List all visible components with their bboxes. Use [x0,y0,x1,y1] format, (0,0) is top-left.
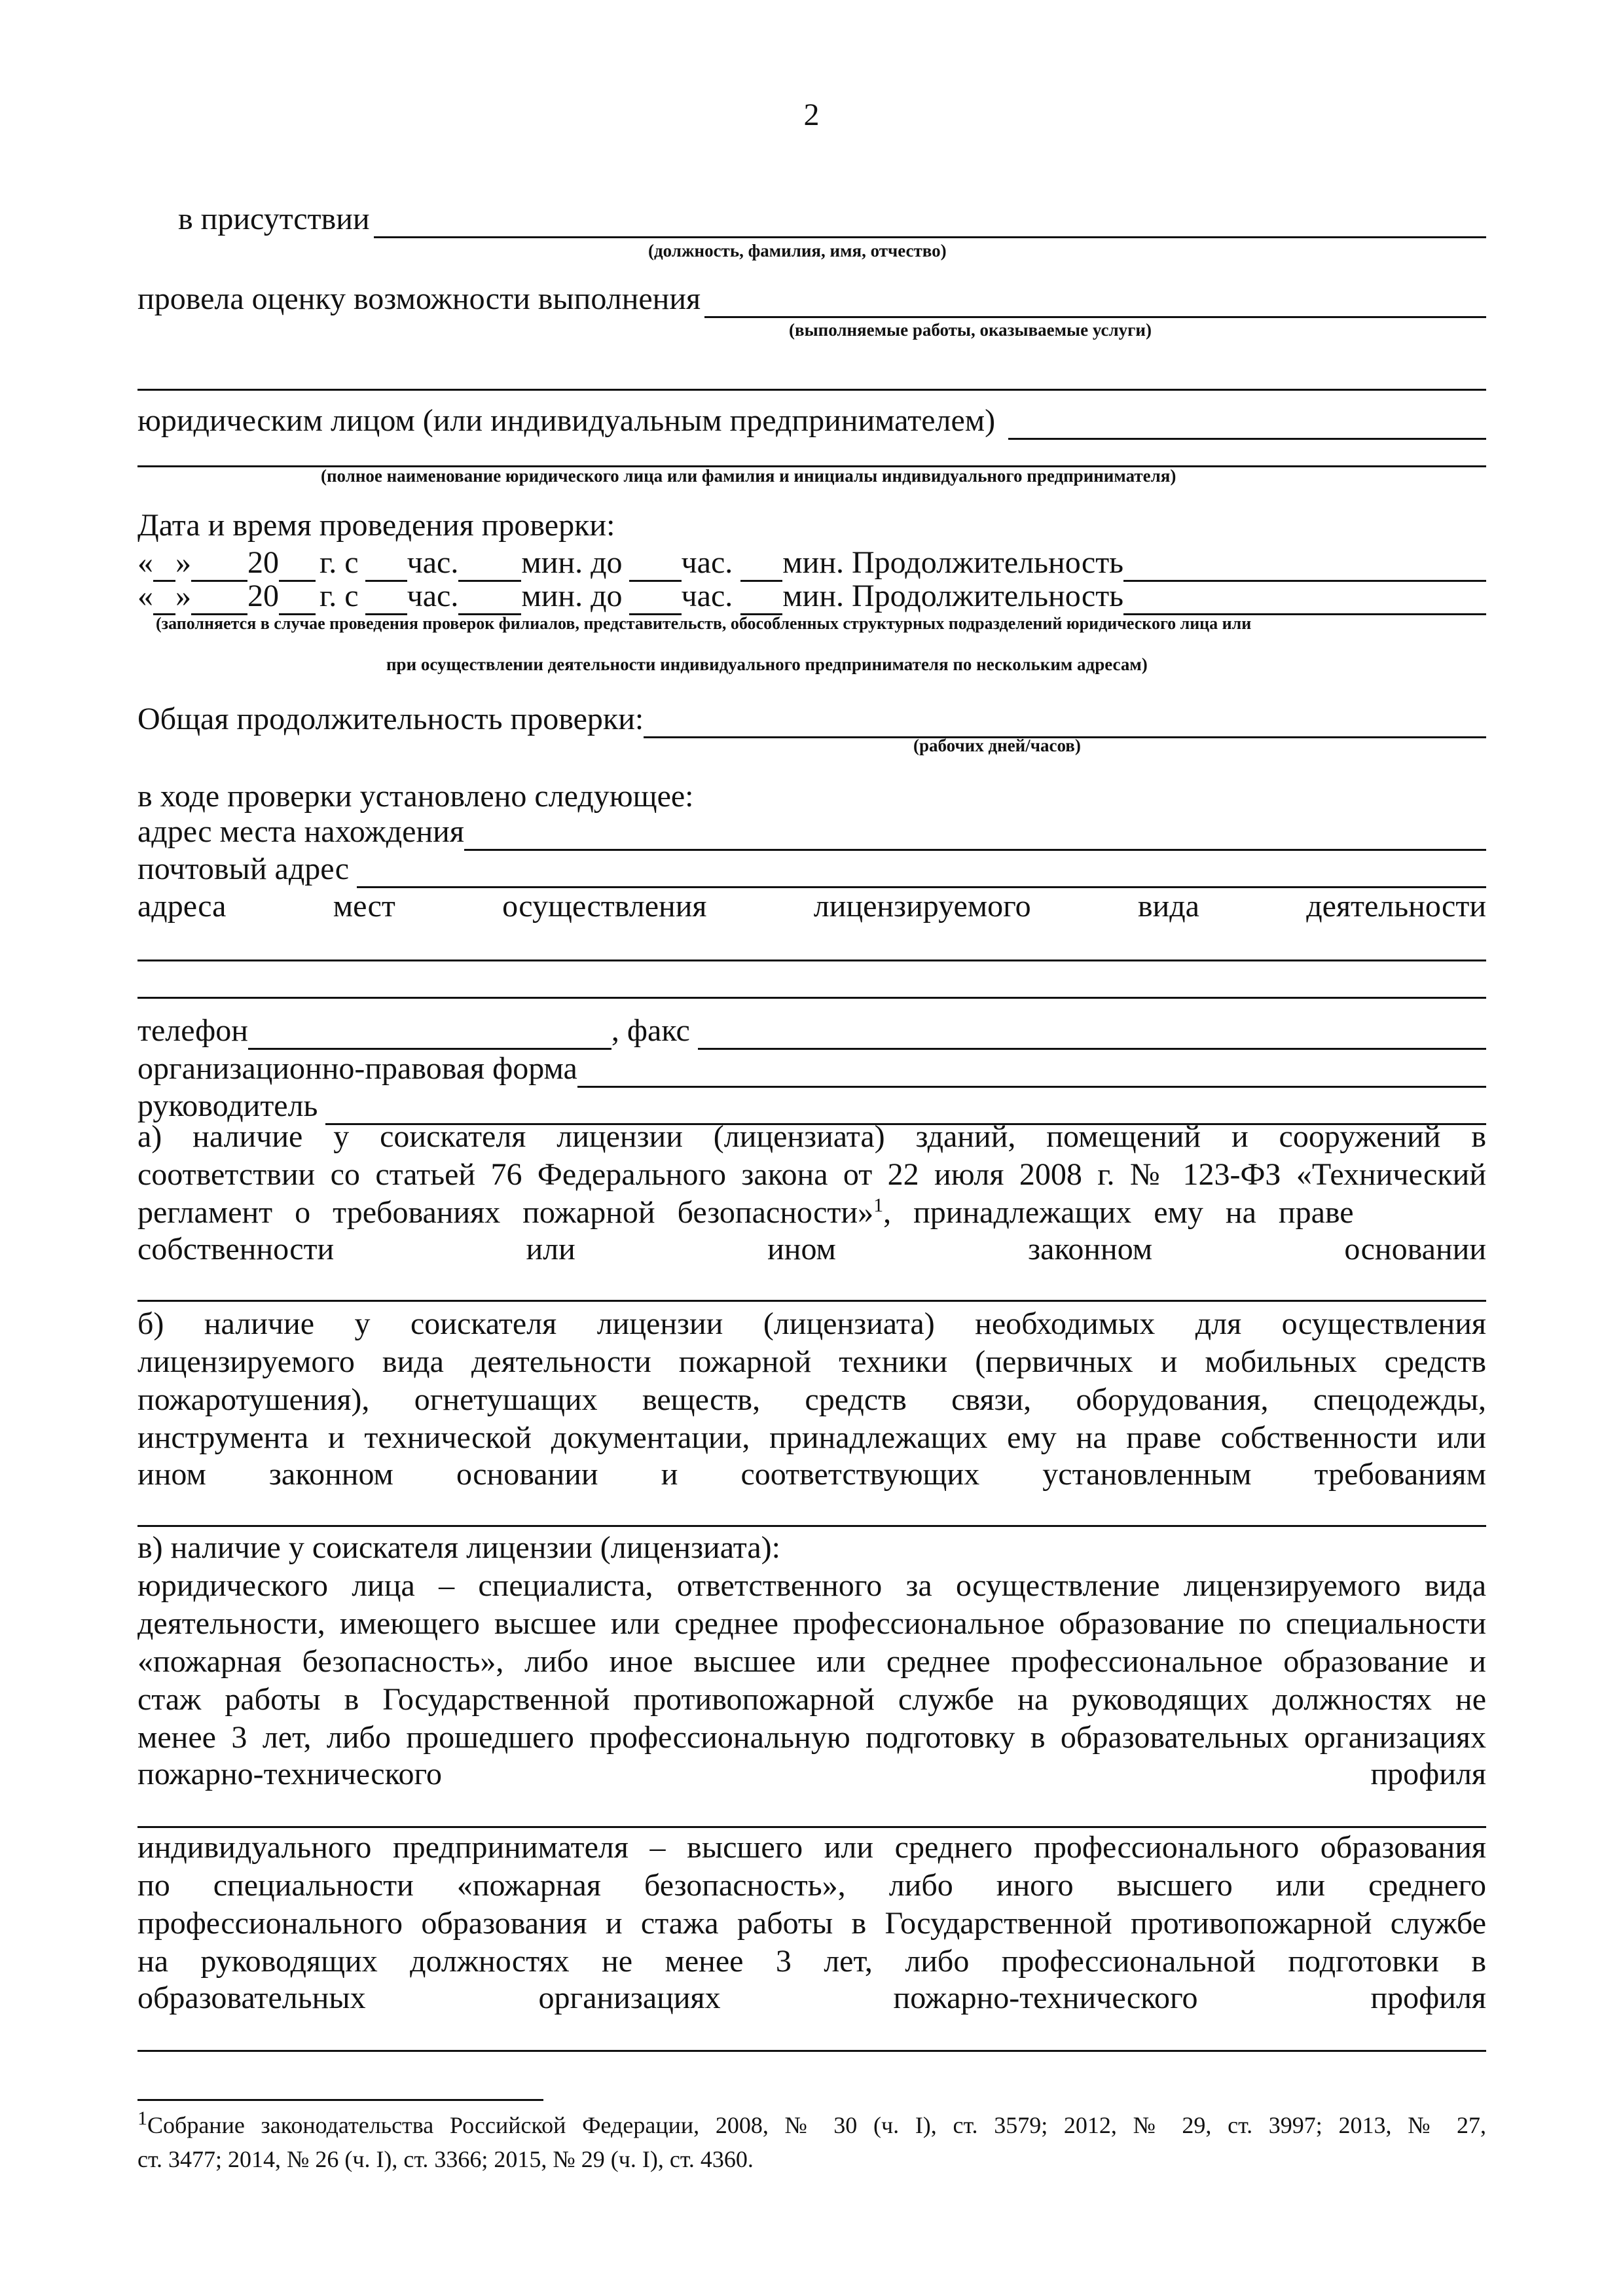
assessment-caption: (выполняемые работы, оказываемые услуги) [789,320,1152,340]
section-c-legal-line-1: юридического лица – специалиста, ответственного за осуществление лицензируемого вида [137,1568,1486,1603]
assessment-field[interactable] [704,286,1486,318]
section-c-legal-line-2: деятельности, имеющего высшее или среднее профессиональное образование по специальности [137,1606,1486,1641]
duration-field[interactable] [1123,583,1486,615]
fax-label: , факс [611,1013,690,1048]
footnote-ref[interactable]: 1 [873,1194,884,1216]
footnote-line-2: ст. 3477; 2014, № 26 (ч. I), ст. 3366; 2015, № 29 (ч. I), ст. 4360. [137,2146,754,2172]
section-b-line-1: б) наличие у соискателя лицензии (лицензиата) необходимых для осуществления [137,1306,1486,1341]
datetime-row-2: « » 20 г. с час. мин. до час. мин. Продолжительность [137,567,1486,615]
end-hour-field[interactable] [629,583,682,615]
section-b-line-5: ином законном основании и соответствующих установленным требованиям [137,1457,1486,1492]
month-field[interactable] [191,583,247,615]
datetime-note-1: (заполняется в случае проведения проверок филиалов, представительств, обособленных структурных подразделений юридического лица или [156,614,1252,633]
footnote-mark: 1 [137,2108,147,2129]
day-field[interactable] [153,583,175,615]
section-a-field-line[interactable] [137,1300,1486,1302]
section-a-line-1: а) наличие у соискателя лицензии (лицензиата) зданий, помещений и сооружений в [137,1119,1486,1154]
assessment-label: провела оценку возможности выполнения [137,281,701,316]
section-a-line-3: регламент о требованиях пожарной безопасности»$^1$, принадлежащих ему на праве [137,1194,1354,1230]
places-field-line-1[interactable] [137,960,1486,961]
section-c-heading: в) наличие у соискателя лицензии (лицензиата): [137,1530,780,1565]
footnote-line-1: $^1$Собрание законодательства Российской Федерации, 2008, № 30 (ч. I), ст. 3579; 2012, № 29, ст. 3997; 2013, № 27, [137,2108,1486,2138]
datetime-heading: Дата и время проведения проверки: [137,508,615,543]
phone-label: телефон [137,1013,248,1048]
section-c-legal-line-5: менее 3 лет, либо прошедшего профессиональную подготовку в образовательных организациях [137,1720,1486,1755]
datetime-row-1: « » 20 г. с час. мин. до час. мин. Продолжительность [137,533,1486,582]
footnote-separator [137,2099,543,2101]
section-b-line-4: инструмента и технической документации, принадлежащих ему на праве собственности или [137,1420,1486,1455]
end-minute-field[interactable] [740,583,782,615]
section-c-ip-field-line[interactable] [137,2050,1486,2052]
found-heading: в ходе проверки установлено следующее: [137,779,694,814]
presence-caption: (должность, фамилия, имя, отчество) [648,241,947,260]
section-b-line-2: лицензируемого вида деятельности пожарной техники (первичных и мобильных средств [137,1344,1486,1379]
assessment-continuation-line[interactable] [137,389,1486,391]
section-c-legal-field-line[interactable] [137,1826,1486,1828]
year-field[interactable] [279,583,316,615]
entity-row [137,391,1486,440]
section-c-ip-line-3: профессионального образования и стажа работы в Государственной противопожарной службе [137,1906,1486,1941]
section-c-legal-line-3: «пожарная безопасность», либо иное высшее или среднее профессиональное образование и [137,1644,1486,1679]
presence-label: в присутствии [178,202,370,236]
places-field-line-2[interactable] [137,997,1486,999]
section-b-line-3: пожаротушения), огнетушащих веществ, средств связи, оборудования, спецодежды, [137,1382,1486,1417]
postal-label: почтовый адрес [137,852,350,886]
places-row: адреса мест осуществления лицензируемого вида деятельности [137,889,1486,924]
org-form-label: организационно-правовая форма [137,1051,577,1086]
total-row [137,690,1486,738]
datetime-note-2: при осуществлении деятельности индивидуального предпринимателя по нескольким адресам) [386,655,1148,674]
assessment-row [137,270,1486,318]
total-caption: (рабочих дней/часов) [913,736,1081,755]
total-label: Общая продолжительность проверки: [137,702,644,736]
head-label: руководитель [137,1088,318,1123]
section-c-ip-line-5: образовательных организациях пожарно-технического профиля [137,1981,1486,2015]
presence-row [178,190,1486,238]
total-field[interactable] [644,706,1486,738]
section-b-field-line[interactable] [137,1525,1486,1527]
start-hour-field[interactable] [365,583,407,615]
entity-label: юридическим лицом (или индивидуальным предпринимателем) [137,403,996,438]
section-a-line-4: собственности или ином законном основании [137,1232,1486,1266]
section-c-ip-line-2: по специальности «пожарная безопасность», либо иного высшего или среднего [137,1868,1486,1903]
page-number: 2 [803,98,820,132]
entity-field[interactable] [1008,408,1486,440]
section-a-line-2: соответствии со статьей 76 Федерального закона от 22 июля 2008 г. № 123-ФЗ «Технический [137,1157,1486,1192]
location-label: адрес места нахождения [137,814,464,849]
section-c-legal-line-6: пожарно-технического профиля [137,1757,1486,1791]
presence-field[interactable] [374,206,1486,238]
section-c-ip-line-1: индивидуального предпринимателя – высшего или среднего профессионального образования [137,1830,1486,1865]
section-c-ip-line-4: на руководящих должностях не менее 3 лет, либо профессиональной подготовки в [137,1944,1486,1979]
start-minute-field[interactable] [458,583,521,615]
section-c-legal-line-4: стаж работы в Государственной противопожарной службе на руководящих должностях не [137,1682,1486,1717]
entity-caption: (полное наименование юридического лица или фамилия и инициалы индивидуального предпринимателя) [321,466,1176,486]
